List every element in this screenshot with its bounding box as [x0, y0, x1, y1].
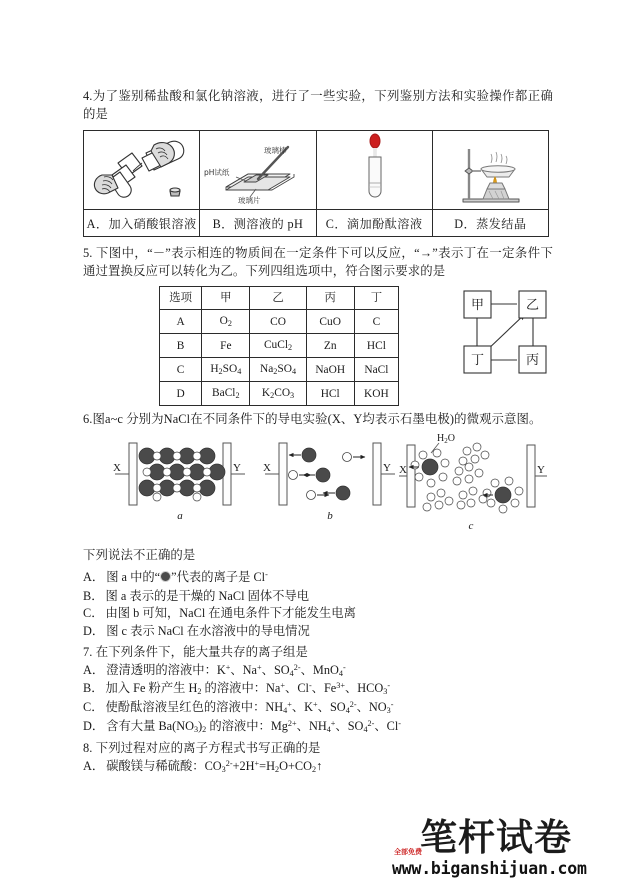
apparatus-label-d: D．蒸发结晶 — [432, 210, 548, 237]
substance-options-table — [159, 286, 399, 406]
row-a-ding: C — [354, 310, 398, 334]
question-7-number: 7. — [83, 645, 93, 660]
label-glass-rod: 玻璃棒 — [264, 146, 287, 155]
table-row — [160, 358, 399, 382]
node-yi-label: 乙 — [525, 297, 540, 312]
table-row — [160, 310, 399, 334]
lattice-spheres — [139, 448, 225, 501]
electrode-x-plate — [407, 445, 415, 507]
question-8-option-a: A． 碳酸镁与稀硫酸：$CO_3^{2-}+2H^+=H_2O+CO_2↑$ — [83, 758, 323, 774]
electrode-y-plate — [373, 443, 381, 505]
header-ding: 丁 — [354, 287, 398, 310]
figure-a-solid-nacl — [105, 437, 255, 528]
apparatus-label-c: C．滴加酚酞溶液 — [316, 210, 432, 237]
node-bing-label: 丙 — [525, 352, 540, 367]
electrode-y-label: Y — [537, 463, 545, 476]
figure-evaporation — [433, 131, 548, 209]
question-7-option-a: A． 澄清透明的溶液中：K+、Na+、$SO_4^{2-}$、MnO$_4$- — [83, 662, 346, 678]
apparatus-label-row — [84, 210, 549, 237]
row-a-bing: CuO — [306, 310, 354, 334]
label-glass-slide: 玻璃片 — [238, 196, 261, 205]
question-6-number: 6. — [83, 412, 93, 426]
question-4-stem-text: 为了鉴别稀盐酸和氯化钠溶液，进行了一些实验，下列鉴别方法和实验操作都正确的是 — [83, 89, 553, 121]
electrode-x-label: X — [113, 461, 121, 474]
figure-add-phenolphthalein — [317, 131, 432, 209]
table-row — [160, 334, 399, 358]
question-8-stem-text: 下列过程对应的离子方程式书写正确的是 — [95, 741, 321, 756]
question-8-stem — [83, 740, 553, 758]
row-c-jia: $H_2SO_4$ — [202, 358, 250, 382]
apparatus-cell-c — [316, 131, 432, 210]
row-a-jia: $O_2$ — [202, 310, 250, 334]
row-b-bing: Zn — [306, 334, 354, 358]
row-a-yi: CO — [250, 310, 306, 334]
header-yi: 乙 — [250, 287, 306, 310]
figure-b-molten-nacl — [259, 437, 409, 528]
electrode-y-label: Y — [383, 461, 391, 474]
water-label: $H_2O$ — [437, 432, 455, 445]
water-cluster — [423, 489, 453, 511]
question-6-option-d: D． 图 c 表示 NaCl 在水溶液中的导电情况 — [83, 623, 310, 638]
electrode-x-plate — [129, 443, 137, 505]
watermark-url: www.biganshijuan.com — [392, 859, 587, 878]
question-8 — [83, 740, 553, 776]
row-c-option: C — [160, 358, 202, 382]
header-option: 选项 — [160, 287, 202, 310]
question-4 — [83, 88, 553, 237]
watermark — [392, 818, 624, 880]
apparatus-label-b: B．测溶液的 pH — [200, 210, 316, 237]
question-4-stem — [83, 88, 553, 123]
question-7-stem — [83, 644, 553, 662]
question-5-stem-text: 下图中，“－”表示相连的物质间在一定条件下可以反应，“→”表示丁在一定条件下通过置换反应可以转化为乙。下列四组选项中，符合图示要求的是 — [83, 246, 553, 278]
figure-add-silver-nitrate — [84, 131, 199, 209]
electrode-y-plate — [527, 445, 535, 507]
page-content — [83, 88, 553, 776]
question-6 — [83, 411, 553, 640]
question-5-number: 5. — [83, 246, 93, 260]
header-jia: 甲 — [202, 287, 250, 310]
watermark-brand: 笔杆试卷 — [420, 816, 572, 859]
conduction-figures — [83, 433, 553, 545]
figure-c-aqueous-nacl — [399, 429, 559, 538]
apparatus-figure-row — [84, 131, 549, 210]
relationship-diagram — [461, 288, 553, 381]
row-d-jia: BaCl$_2$ — [202, 382, 250, 406]
node-ding-label: 丁 — [470, 352, 485, 367]
header-bing: 丙 — [306, 287, 354, 310]
row-b-jia: Fe — [202, 334, 250, 358]
question-5-figures — [83, 286, 553, 406]
row-c-ding: NaCl — [354, 358, 398, 382]
row-c-bing: NaOH — [306, 358, 354, 382]
watermark-free-tag: 全部免费 — [394, 848, 422, 856]
apparatus-table — [83, 130, 549, 237]
row-b-option: B — [160, 334, 202, 358]
row-d-yi: $K_2CO_3$ — [250, 382, 306, 406]
question-6-option-b: B． 图 a 表示的是干燥的 NaCl 固体不导电 — [83, 588, 310, 603]
question-7-option-b: B． 加入 Fe 粉产生 $H_2$ 的溶液中：Na+、Cl-、$Fe^{3+}$、$HCO_3^-$ — [83, 681, 391, 697]
figure-c-caption: c — [468, 519, 474, 532]
question-6-option-c: C． 由图 b 可知，NaCl 在通电条件下才能发生电离 — [83, 606, 356, 621]
question-7 — [83, 644, 553, 736]
row-d-option: D — [160, 382, 202, 406]
question-6-prompt: 下列说法不正确的是 — [83, 547, 196, 562]
apparatus-cell-b — [200, 131, 316, 210]
water-cluster — [457, 487, 487, 509]
apparatus-cell-a — [84, 131, 200, 210]
figure-b-caption: b — [327, 509, 333, 522]
apparatus-cell-d — [432, 131, 548, 210]
row-c-yi: $Na_2SO_4$ — [250, 358, 306, 382]
question-7-stem-text: 在下列条件下，能大量共存的离子组是 — [95, 645, 309, 660]
table-header-row — [160, 287, 399, 310]
question-8-number: 8. — [83, 741, 93, 756]
row-d-bing: HCl — [306, 382, 354, 406]
electrode-x-plate — [279, 443, 287, 505]
question-5-stem — [83, 245, 553, 280]
question-7-option-c: C． 使酚酞溶液呈红色的溶液中：$NH_4^+$、K+、$SO_4^{2-}$、$NO_3^-$ — [83, 700, 394, 716]
row-b-ding: HCl — [354, 334, 398, 358]
question-6-option-a: A． 图 a 中的“ ”代表的离子是 Cl- — [83, 570, 268, 584]
question-6-stem — [83, 411, 553, 429]
row-a-option: A — [160, 310, 202, 334]
electrode-x-label: X — [399, 463, 407, 476]
question-7-option-d: D． 含有大量 $Ba(NO_3)_2$ 的溶液中：$Mg^{2+}$、$NH_4^+$、$SO_4^{2-}$、Cl- — [83, 718, 402, 734]
apparatus-label-a: A．加入硝酸银溶液 — [84, 210, 200, 237]
row-d-ding: KOH — [354, 382, 398, 406]
question-6-stem-text: 图a~c 分别为NaCl在不同条件下的导电实验(X、Y均表示石墨电极)的微观示意图。 — [92, 412, 542, 426]
table-row — [160, 382, 399, 406]
dark-sphere-icon — [160, 571, 171, 582]
node-jia-label: 甲 — [470, 297, 485, 312]
label-ph-paper: pH试纸 — [204, 168, 230, 177]
electrode-y-label: Y — [233, 461, 241, 474]
question-5 — [83, 245, 553, 406]
figure-measure-ph — [200, 131, 315, 209]
water-cluster — [453, 463, 483, 485]
question-4-number: 4. — [83, 89, 93, 103]
row-b-yi: CuCl$_2$ — [250, 334, 306, 358]
water-cluster — [459, 443, 489, 465]
hydrated-ion-cluster — [483, 477, 523, 513]
electrode-x-label: X — [263, 461, 271, 474]
figure-a-caption: a — [177, 509, 183, 522]
